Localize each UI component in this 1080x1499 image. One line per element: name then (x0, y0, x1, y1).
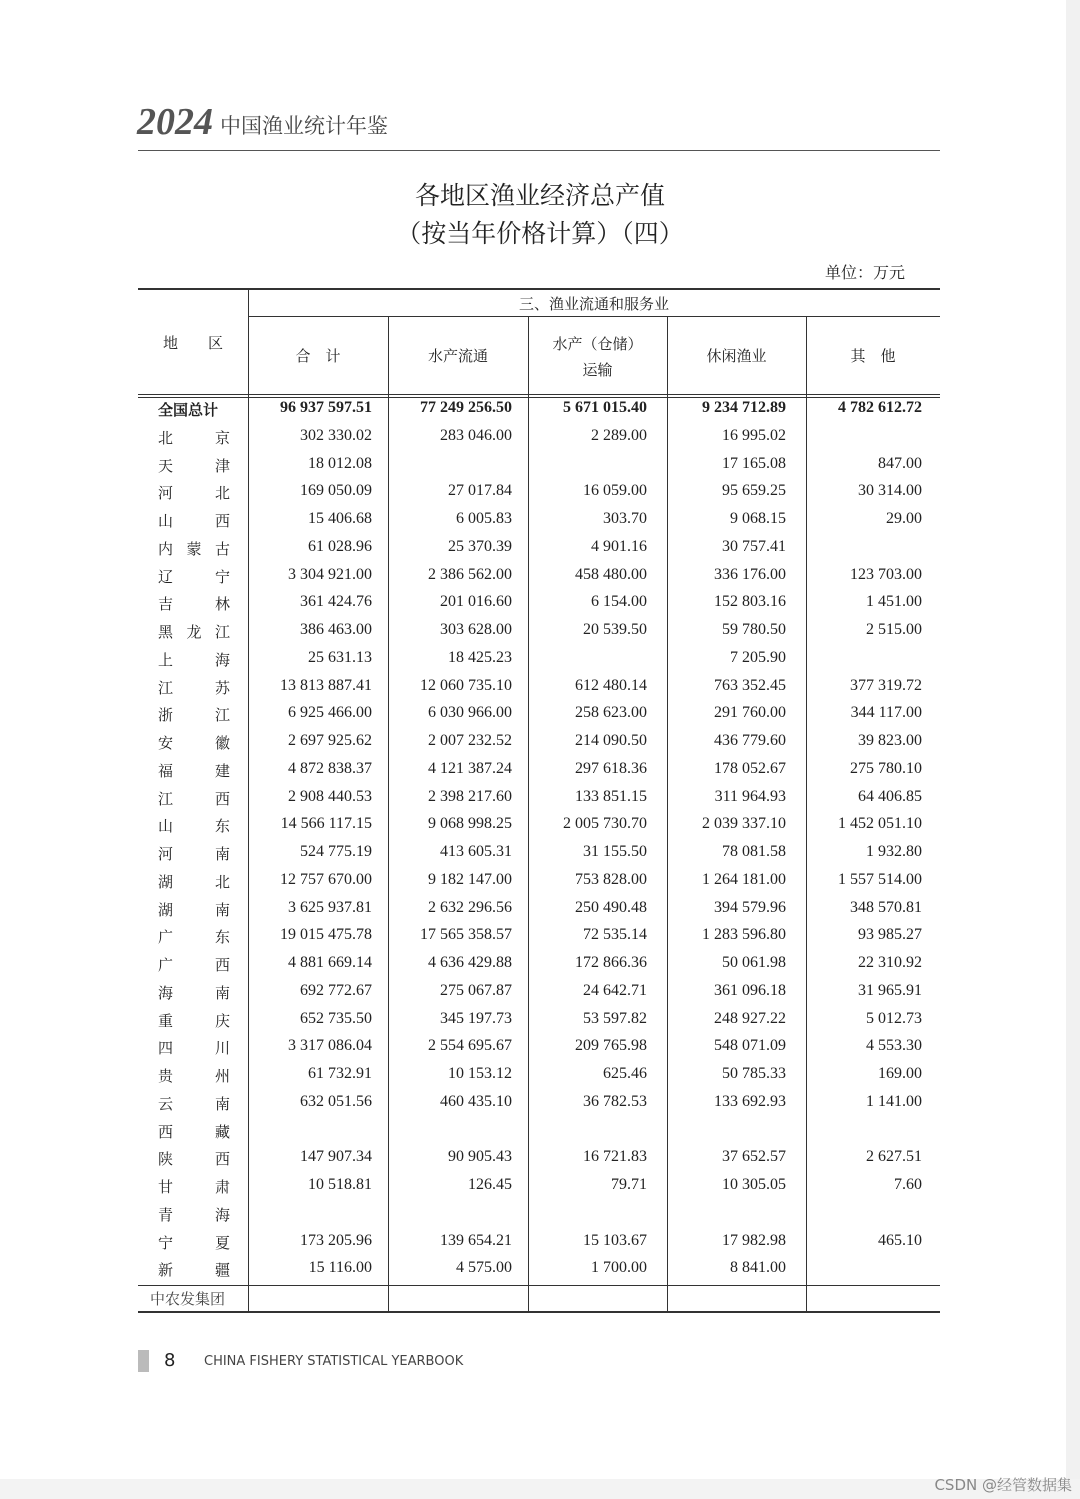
table-cell: 6 030 966.00 (428, 704, 512, 722)
table-cell: 4 575.00 (456, 1259, 512, 1277)
table-cell: 4 553.30 (866, 1037, 922, 1055)
table-cell: 303.70 (603, 510, 647, 527)
table-cell: 258 623.00 (575, 704, 647, 722)
table-cell: 1 557 514.00 (838, 870, 922, 888)
col-header-storage: 水产（仓储） (552, 335, 643, 353)
header-rule (138, 150, 940, 151)
table-cell: 16 059.00 (583, 482, 647, 500)
page-title: 各地区渔业经济总产值 (414, 181, 665, 210)
total-cell: 77 249 256.50 (420, 399, 512, 416)
row-region-total: 全国总计 (158, 401, 219, 419)
table-cell: 2 398 217.60 (428, 787, 512, 805)
row-region: 陕 西 (158, 1150, 230, 1169)
group-header: 三、渔业流通和服务业 (518, 295, 669, 313)
total-cell: 5 671 015.40 (563, 399, 647, 416)
table-cell: 1 932.80 (866, 843, 922, 860)
table-cell: 31 965.91 (858, 981, 922, 999)
table-cell: 1 452 051.10 (838, 815, 922, 833)
table-cell: 20 539.50 (583, 621, 647, 638)
table-cell: 4 872 838.37 (288, 759, 372, 777)
table-cell: 27 017.84 (448, 482, 512, 500)
watermark: CSDN @经管数据集 (934, 1476, 1072, 1494)
table-cell: 17 565 358.57 (420, 926, 512, 944)
table-cell: 10 518.81 (308, 1176, 372, 1193)
table-cell: 12 757 670.00 (280, 870, 372, 888)
row-region: 安 徽 (158, 734, 230, 752)
column-divider (388, 316, 389, 1312)
table-cell: 22 310.92 (858, 954, 922, 971)
table-cell: 460 435.10 (440, 1092, 512, 1110)
table-cell: 9 182 147.00 (428, 870, 512, 888)
row-region: 云 南 (158, 1094, 230, 1113)
table-cell: 8 841.00 (730, 1259, 786, 1277)
total-cell: 4 782 612.72 (838, 399, 922, 416)
table-cell: 25 370.39 (448, 537, 512, 555)
table-cell: 90 905.43 (448, 1148, 512, 1166)
table-cell: 13 813 887.41 (280, 676, 372, 694)
col-header-other: 其 他 (850, 347, 896, 365)
table-cell: 36 782.53 (583, 1092, 647, 1110)
table-cell: 2 289.00 (591, 426, 647, 444)
table-cell: 50 785.33 (722, 1065, 786, 1082)
table-cell: 344 117.00 (850, 704, 922, 722)
header-book-title: 中国渔业统计年鉴 (220, 114, 388, 138)
table-cell: 302 330.02 (300, 426, 372, 444)
table-cell: 3 625 937.81 (288, 898, 372, 916)
row-region: 江 苏 (158, 678, 230, 697)
table-cell: 2 386 562.00 (428, 565, 512, 583)
row-region: 山 西 (158, 512, 230, 530)
table-cell: 173 205.96 (300, 1231, 372, 1249)
table-cell: 17 982.98 (722, 1231, 786, 1249)
table-cell: 7.60 (894, 1176, 922, 1193)
row-region-cofco: 中农发集团 (150, 1290, 226, 1308)
header-year: 2024 (137, 101, 213, 143)
row-region: 甘 肃 (158, 1178, 230, 1196)
table-cell: 1 141.00 (866, 1092, 922, 1110)
footer-text: CHINA FISHERY STATISTICAL YEARBOOK (204, 1354, 464, 1369)
table-cell: 458 480.00 (575, 565, 647, 583)
table-cell: 29.00 (886, 510, 922, 527)
row-region: 辽 宁 (158, 567, 230, 586)
table-cell: 847.00 (878, 454, 922, 472)
total-cell: 9 234 712.89 (702, 399, 786, 416)
row-region: 湖 南 (158, 900, 230, 919)
table-cell: 336 176.00 (714, 565, 786, 583)
table-cell: 78 081.58 (722, 843, 786, 860)
table-cell: 275 780.10 (850, 759, 922, 777)
table-cell: 2 697 925.62 (288, 732, 372, 749)
table-cell: 361 424.76 (300, 593, 372, 611)
page-subtitle: （按当年价格计算）（四） (396, 219, 684, 248)
row-region: 湖 北 (158, 872, 230, 891)
table-cell: 25 631.13 (308, 648, 372, 666)
row-region: 河 北 (158, 484, 230, 503)
table-cell: 17 165.08 (722, 454, 786, 472)
table-cell: 24 642.71 (583, 981, 647, 999)
table-cell: 763 352.45 (714, 676, 786, 694)
table-cell: 59 780.50 (722, 621, 786, 638)
table-cell: 361 096.18 (714, 981, 786, 999)
row-region: 浙 江 (158, 706, 230, 725)
table-cell: 311 964.93 (714, 787, 786, 805)
table-cell: 1 700.00 (591, 1259, 647, 1277)
table-cell: 64 406.85 (858, 787, 922, 805)
table-cell: 7 205.90 (730, 648, 786, 666)
table-cell: 6 925 466.00 (288, 704, 372, 722)
row-region: 海 南 (158, 983, 230, 1002)
table-cell: 2 005 730.70 (563, 815, 647, 833)
row-region: 天 津 (158, 456, 230, 475)
row-region: 青 海 (158, 1205, 230, 1224)
row-region: 宁 夏 (158, 1233, 230, 1252)
table-cell: 377 319.72 (850, 676, 922, 694)
header-rule-1 (138, 394, 940, 395)
table-cell: 4 636 429.88 (428, 954, 512, 971)
unit-label: 单位：万元 (824, 263, 905, 282)
table-cell: 12 060 735.10 (420, 676, 512, 694)
table-cell: 16 995.02 (722, 426, 786, 444)
table-cell: 147 907.34 (300, 1148, 372, 1166)
row-region: 北 京 (158, 428, 230, 447)
table-cell: 2 554 695.67 (428, 1037, 512, 1055)
table-cell: 169.00 (878, 1065, 922, 1082)
total-cell: 96 937 597.51 (280, 399, 372, 416)
table-cell: 283 046.00 (440, 426, 512, 444)
table-cell: 1 451.00 (866, 593, 922, 611)
table-cell: 2 515.00 (866, 621, 922, 638)
table-cell: 548 071.09 (714, 1037, 786, 1055)
table-cell: 291 760.00 (714, 704, 786, 722)
table-cell: 18 012.08 (308, 454, 372, 472)
table-cell: 6 005.83 (456, 510, 512, 527)
table-cell: 72 535.14 (583, 926, 647, 944)
table-cell: 15 406.68 (308, 510, 372, 527)
header-rule-2 (138, 397, 940, 398)
table-cell: 5 012.73 (866, 1009, 922, 1027)
table-cell: 30 757.41 (722, 537, 786, 555)
table-cell: 386 463.00 (300, 621, 372, 638)
table-cell: 95 659.25 (722, 482, 786, 500)
table-cell: 133 851.15 (575, 787, 647, 805)
table-cell: 39 823.00 (858, 732, 922, 749)
table-cell: 152 803.16 (714, 593, 786, 611)
table-cell: 30 314.00 (858, 482, 922, 500)
col-header-transport: 运输 (582, 361, 613, 379)
table-cell: 4 121 387.24 (428, 759, 512, 777)
row-region: 河 南 (158, 845, 230, 863)
body-bottom-rule (138, 1285, 940, 1286)
footer-bar (138, 1350, 149, 1372)
table-cell: 61 732.91 (308, 1065, 372, 1082)
table-cell: 1 283 596.80 (702, 926, 786, 944)
table-cell: 61 028.96 (308, 537, 372, 555)
table-cell: 93 985.27 (858, 926, 922, 944)
row-region: 内 蒙 古 (158, 539, 230, 558)
table-cell: 19 015 475.78 (280, 926, 372, 944)
table-cell: 15 116.00 (308, 1259, 372, 1277)
region-header: 地 区 (162, 334, 223, 352)
table-cell: 2 632 296.56 (428, 898, 512, 916)
group-rule (248, 316, 940, 317)
table-bottom-rule (138, 1311, 940, 1313)
column-divider (528, 316, 529, 1312)
table-cell: 53 597.82 (583, 1009, 647, 1027)
table-cell: 172 866.36 (575, 954, 647, 971)
table-cell: 18 425.23 (448, 648, 512, 666)
table-cell: 79.71 (611, 1176, 647, 1193)
table-cell: 3 317 086.04 (288, 1037, 372, 1055)
table-cell: 2 007 232.52 (428, 732, 512, 749)
table-cell: 37 652.57 (722, 1148, 786, 1166)
table-cell: 209 765.98 (575, 1037, 647, 1055)
table-cell: 169 050.09 (300, 482, 372, 500)
table-cell: 248 927.22 (714, 1009, 786, 1027)
table-cell: 4 901.16 (591, 537, 647, 555)
table-cell: 15 103.67 (583, 1231, 647, 1249)
row-region: 福 建 (158, 761, 230, 780)
bottom-strip (0, 1479, 1080, 1499)
table-cell: 250 490.48 (575, 898, 647, 916)
table-cell: 524 775.19 (300, 843, 372, 860)
row-region: 广 西 (158, 956, 230, 974)
table-cell: 214 090.50 (575, 732, 647, 749)
col-header-total: 合 计 (295, 347, 341, 365)
table-cell: 201 016.60 (440, 593, 512, 611)
row-region: 广 东 (158, 928, 230, 947)
table-cell: 348 570.81 (850, 898, 922, 916)
table-cell: 31 155.50 (583, 843, 647, 860)
row-region: 江 西 (158, 789, 230, 808)
page-number: 8 (164, 1350, 176, 1371)
table-top-rule (138, 288, 940, 290)
table-cell: 436 779.60 (714, 732, 786, 749)
table-cell: 9 068.15 (730, 510, 786, 527)
table-cell: 297 618.36 (575, 759, 647, 777)
column-divider (248, 289, 249, 1312)
table-cell: 394 579.96 (714, 898, 786, 916)
column-divider (667, 316, 668, 1312)
table-cell: 126.45 (468, 1176, 512, 1193)
table-cell: 1 264 181.00 (702, 870, 786, 888)
row-region: 山 东 (158, 817, 230, 836)
row-region: 吉 林 (158, 595, 230, 614)
row-region: 新 疆 (158, 1261, 230, 1280)
table-cell: 612 480.14 (575, 676, 647, 694)
table-cell: 2 627.51 (866, 1148, 922, 1166)
table-cell: 6 154.00 (591, 593, 647, 611)
col-header-distribution: 水产流通 (427, 347, 488, 365)
table-cell: 3 304 921.00 (288, 565, 372, 583)
row-region: 西 藏 (158, 1122, 230, 1141)
table-cell: 652 735.50 (300, 1009, 372, 1027)
table-cell: 2 039 337.10 (702, 815, 786, 833)
row-region: 四 川 (158, 1039, 230, 1058)
row-region: 重 庆 (158, 1011, 230, 1030)
table-cell: 303 628.00 (440, 621, 512, 638)
table-cell: 4 881 669.14 (288, 954, 372, 971)
table-cell: 2 908 440.53 (288, 787, 372, 805)
table-cell: 10 153.12 (448, 1065, 512, 1082)
table-cell: 133 692.93 (714, 1092, 786, 1110)
table-cell: 50 061.98 (722, 954, 786, 971)
table-cell: 753 828.00 (575, 870, 647, 888)
row-region: 黑 龙 江 (158, 623, 230, 641)
row-region: 上 海 (158, 650, 230, 669)
table-cell: 625.46 (603, 1065, 647, 1082)
table-cell: 14 566 117.15 (280, 815, 372, 833)
table-cell: 632 051.56 (300, 1092, 372, 1110)
table-cell: 16 721.83 (583, 1148, 647, 1166)
column-divider (806, 316, 807, 1312)
table-cell: 345 197.73 (440, 1009, 512, 1027)
col-header-leisure: 休闲渔业 (706, 347, 767, 365)
table-cell: 413 605.31 (440, 843, 512, 860)
table-cell: 692 772.67 (300, 981, 372, 999)
table-cell: 9 068 998.25 (428, 815, 512, 833)
table-cell: 465.10 (878, 1231, 922, 1249)
table-cell: 178 052.67 (714, 759, 786, 777)
table-cell: 139 654.21 (440, 1231, 512, 1249)
table-cell: 10 305.05 (722, 1176, 786, 1193)
table-cell: 123 703.00 (850, 565, 922, 583)
table-cell: 275 067.87 (440, 981, 512, 999)
row-region: 贵 州 (158, 1067, 230, 1085)
